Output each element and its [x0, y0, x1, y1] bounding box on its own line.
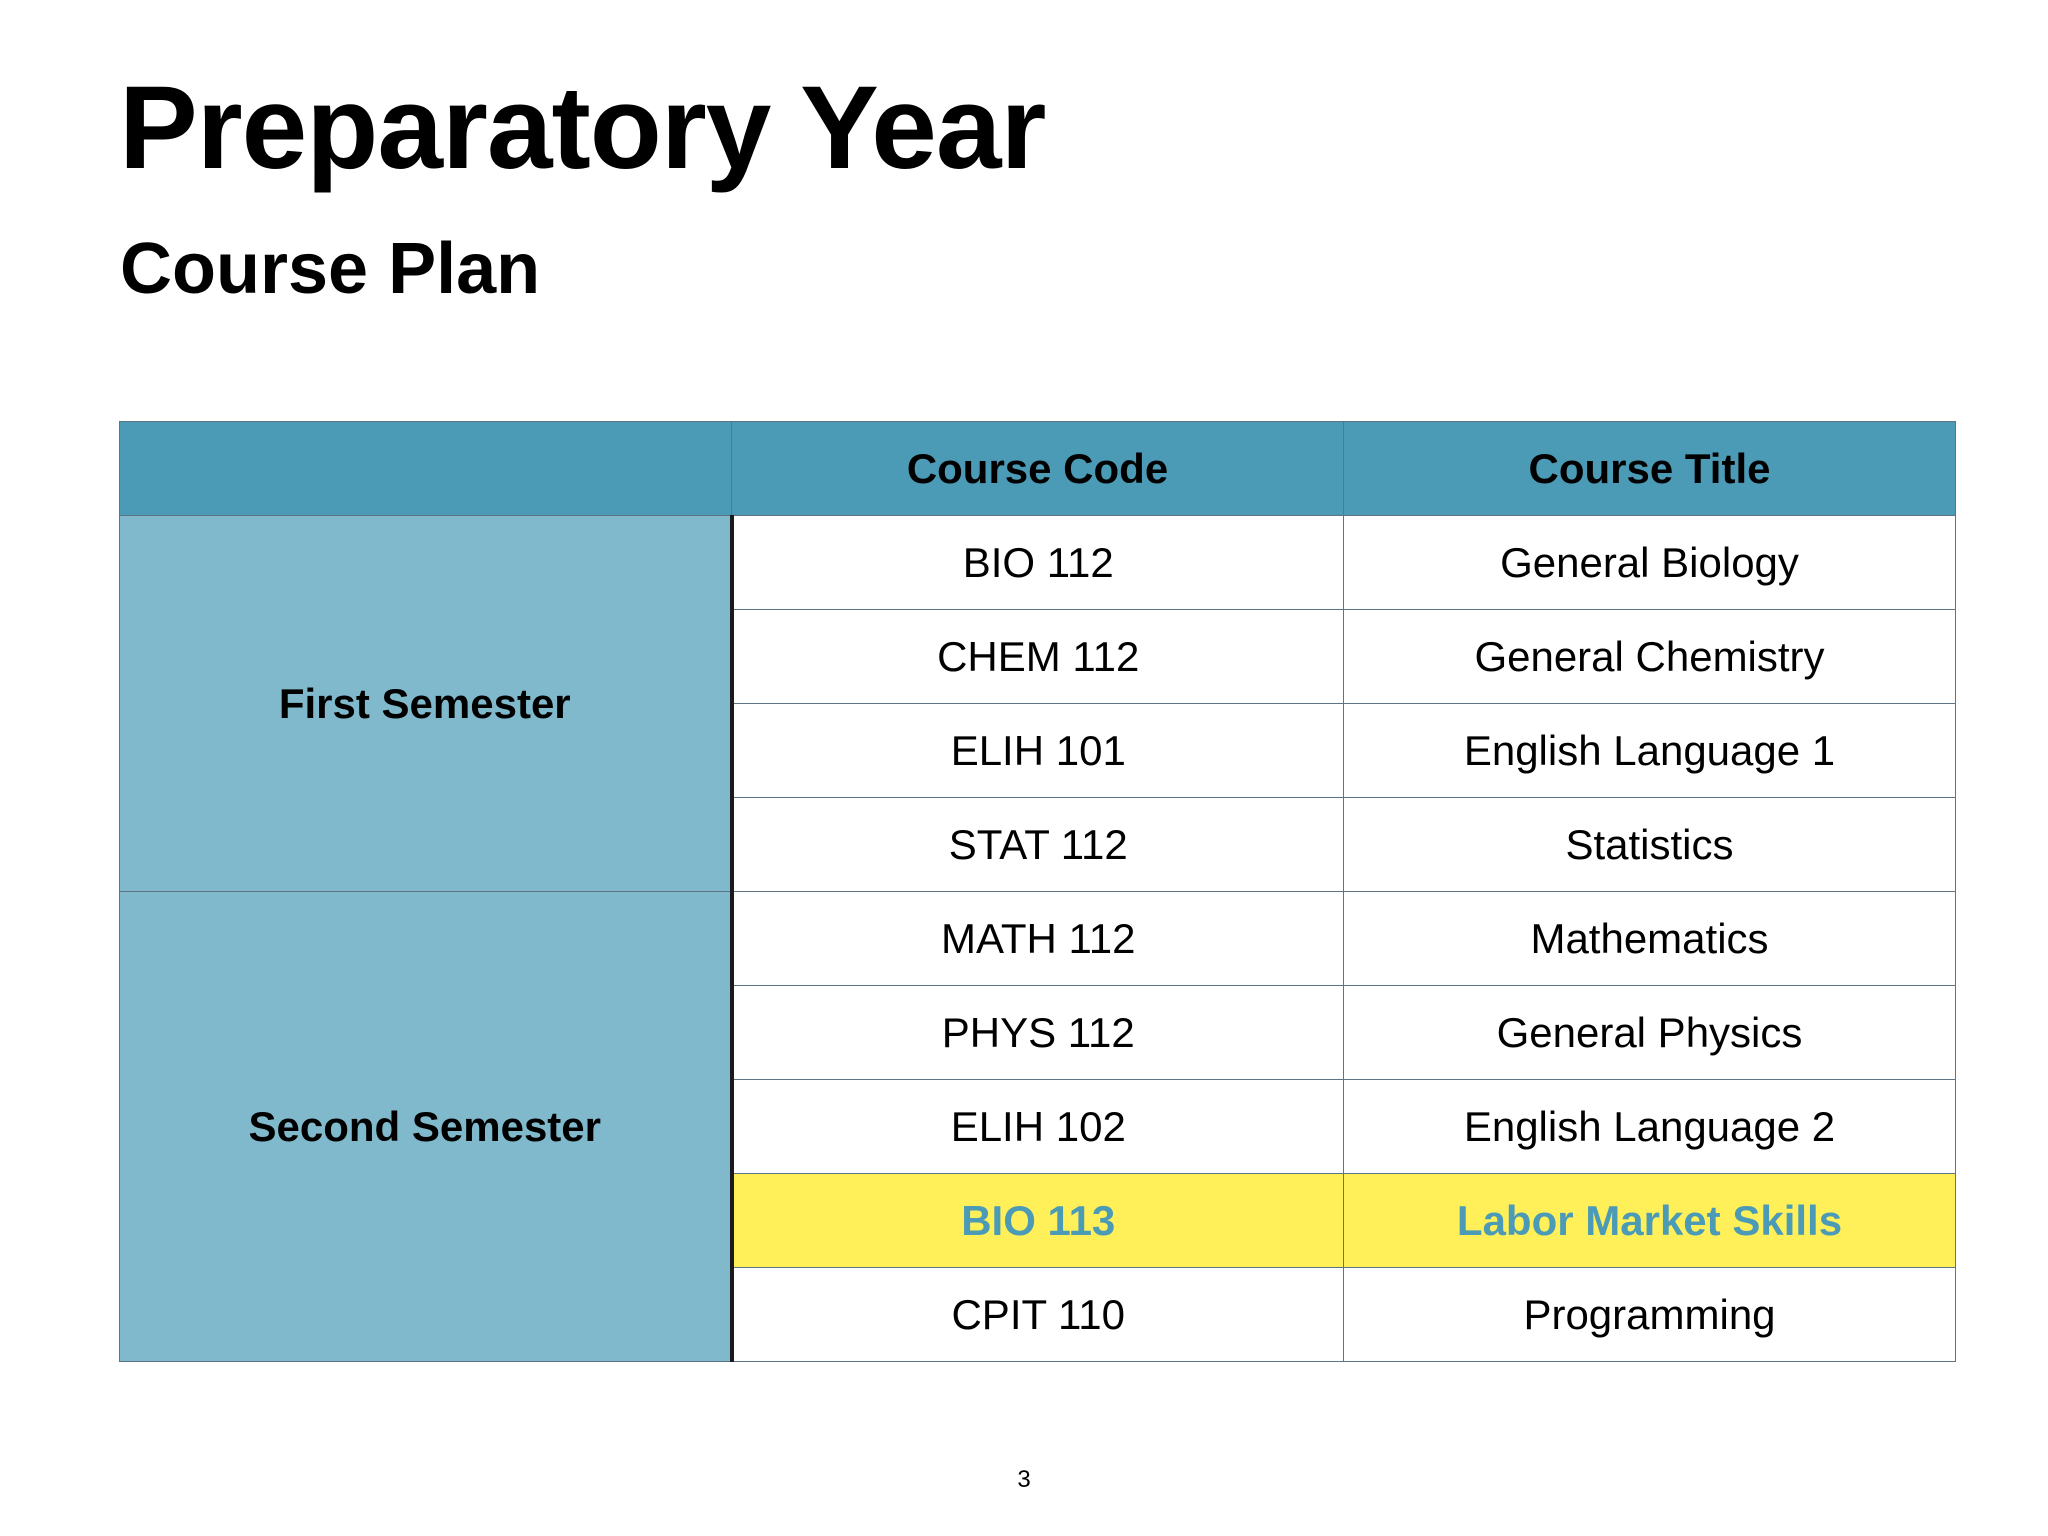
course-code-cell: ELIH 102 — [732, 1080, 1344, 1174]
semester-label-second: Second Semester — [120, 892, 732, 1362]
header-cell-course-title: Course Title — [1344, 422, 1956, 516]
course-code-cell: STAT 112 — [732, 798, 1344, 892]
course-code-cell: PHYS 112 — [732, 986, 1344, 1080]
course-code-cell: ELIH 101 — [732, 704, 1344, 798]
header-cell-course-code: Course Code — [732, 422, 1344, 516]
header-cell-semester — [120, 422, 732, 516]
semester-label-first: First Semester — [120, 516, 732, 892]
course-title-cell: General Physics — [1344, 986, 1956, 1080]
course-title-cell: Programming — [1344, 1268, 1956, 1362]
page-subtitle: Course Plan — [120, 229, 541, 309]
page-number: 3 — [1017, 1466, 1031, 1493]
course-title-cell-highlighted: Labor Market Skills — [1344, 1174, 1956, 1268]
page-title: Preparatory Year — [119, 62, 1046, 194]
course-title-cell: English Language 2 — [1344, 1080, 1956, 1174]
course-code-cell: CHEM 112 — [732, 610, 1344, 704]
course-title-cell: English Language 1 — [1344, 704, 1956, 798]
course-code-cell-highlighted: BIO 113 — [732, 1174, 1344, 1268]
course-title-cell: Mathematics — [1344, 892, 1956, 986]
course-title-cell: General Biology — [1344, 516, 1956, 610]
course-title-cell: Statistics — [1344, 798, 1956, 892]
course-code-cell: BIO 112 — [732, 516, 1344, 610]
course-code-cell: CPIT 110 — [732, 1268, 1344, 1362]
table-row — [120, 892, 1956, 986]
table-row — [120, 516, 1956, 610]
course-title-cell: General Chemistry — [1344, 610, 1956, 704]
table-header-row — [120, 422, 1956, 516]
course-code-cell: MATH 112 — [732, 892, 1344, 986]
course-plan-table — [119, 421, 1956, 1362]
